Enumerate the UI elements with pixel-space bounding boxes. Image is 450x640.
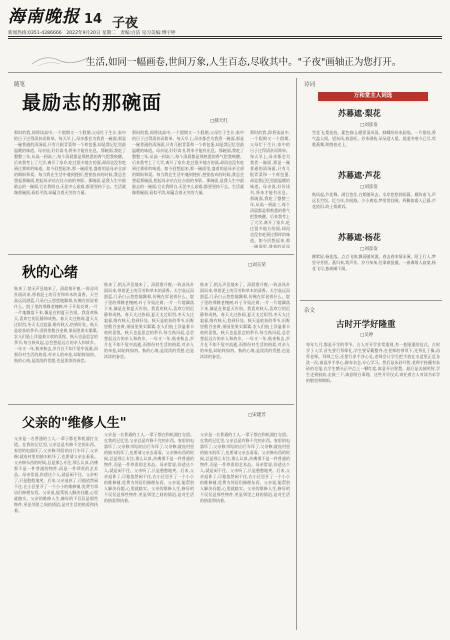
section-rule-1 [8,254,294,255]
essay3-label: 杂文 [304,308,316,314]
essay1-title: 秋的心绪 [22,265,78,281]
section-title: 子夜 [112,16,139,31]
poem-title-2: 苏幕遮·芦花 [338,170,381,180]
poem-title-3: 苏幕遮·杨花 [338,232,381,242]
main-article-author: □郝天红 [210,119,228,124]
banner-decoration [30,50,90,70]
main-article-body-col3: 那时的我,即将读高中,一个假期又一个假期,父母忙于生计,家中的日子过得清贫而简单。每天早上,母亲都会为我煮一碗面,那是一碗普通的清汤面,只有几根青菜和一个荷包蛋,却是我记忆里最温暖的味道。母亲说,好好读书,将来才能有出息。那碗面,我吃了整整三年,从高一到高三,每个清晨都是那熟悉的香气把我唤醒。后来我考上了大学,离开了家乡,吃过很多地方的面,却再也没有吃到过那样的味道。如今回想起来,那一碗面里,盛着的是母 [250,130,290,248]
essay2-title: 父亲的"维修人生" [22,416,127,431]
essay1-body-col2: 秋来了,悄无声息地来了。清晨推开窗,一阵凉风扑面而来,带着泥土的芬芳和草木的清香。天空高远而湛蓝,几朵白云悠悠地飘着,仿佛在诉说着什么。院子里的那棵老槐树,叶子开始泛黄,一片一片地飘落下来,像是在和夏天告别。我喜欢秋天,喜欢它的沉静和成熟。春天太过热闹,夏天太过炽烈,冬天太过寂寥,唯有秋天,恰到好处。秋天是收获的季节,田野里稻谷金黄,果园里果实累累,农人们脸上洋溢着丰收的喜悦。秋天也是思念的季节,每当秋风起,总会想起远方的亲人和故乡。一年又一年,秋来秋去,岁月在不知不觉中流逝,而那份对生活的热爱,对亲人的牵挂,却始终如初。秋的心绪,是淡淡的忧愁,也是浓浓的眷恋。 [104,282,194,359]
poem-title-1: 苏幕遮·梨花 [338,108,381,118]
poem-author-1: □刘彦发 [360,123,378,128]
poem-body-2: 秋风起,芦花舞。满目苍茫,白絮随风去。水岸悠悠斜阳暮。雁阵南飞,声远长空误。忆当年,乡间路。少小离家,梦里常回顾。两鬓如霜人已暮,芦花依旧,故土情难诉。 [312,192,436,209]
sidebar-rule [300,300,442,301]
essay3-author: □吴婷 [360,333,374,338]
poem-body-3: 柳絮轻,杨花落。点点飞绵,飘荡随风漠。春去春来情未薄。陌上行人,梦里寻芳错。燕归来,莺声作。岁月匆匆,往事难捉摸。一曲离歌人寂寞,杨花飞尽,独倚阑干阁。 [312,254,436,271]
header-rule [8,36,442,37]
essay1-body-col1: 秋来了,悄无声息地来了。清晨推开窗,一阵凉风扑面而来,带着泥土的芬芳和草木的清香。天空高远而湛蓝,几朵白云悠悠地飘着,仿佛在诉说着什么。院子里的那棵老槐树,叶子开始泛黄,一片一片地飘落下来,像是在和夏天告别。我喜欢秋天,喜欢它的沉静和成熟。春天太过热闹,夏天太过炽烈,冬天太过寂寥,唯有秋天,恰到好处。秋天是收获的季节,田野里稻谷金黄,果园里果实累累,农人们脸上洋溢着丰收的喜悦。秋天也是思念的季节,每当秋风起,总会想起远方的亲人和故乡。一年又一年,秋来秋去,岁月在不知不觉中流逝,而那份对生活的热爱,对亲人的牵挂,却始终如初。秋的心绪,是淡淡的忧愁,也是浓浓的眷恋。 [14,286,98,363]
poem-author-2: □刘彦发 [360,185,378,190]
header-info-line: 新闻热线:0351-4286666 2022年9月20日 星期二 责编:白洁 见习美编:傅宇婷 [8,31,176,36]
essay1-author: □刘玉荣 [248,263,266,268]
essay2-body-col1: 父亲是一名普通的工人,一辈子都在和机器打交道。在我的记忆里,父亲总是有修不完的东西。家里的电器坏了,父亲修;邻居的自行车坏了,父亲修;就连村里的抽水机坏了,也要请父亲去看看。父亲修东西的时候,总是那么专注,那么认真,仿佛那不是一件普通的物件,而是一件珍贵的艺术品。母亲常说,你爸这个人,就是闲不住。父亲听了,只是憨憨地笑。后来,父亲退休了,可他依然闲不住,在小区里开了一个小小的维修铺,免费为邻居们修理东西。父亲说,能帮别人解决问题,心里就踏实。父亲的维修人生,修好的不仅仅是那些物件,更是邻里之间的情谊,是对生活的热爱和执着。 [14,436,98,513]
essay2-author: □宋建芳 [248,413,266,418]
section-rule-2 [8,404,294,405]
essay2-body-col3: 父亲是一名普通的工人,一辈子都在和机器打交道。在我的记忆里,父亲总是有修不完的东西。家里的电器坏了,父亲修;邻居的自行车坏了,父亲修;就连村里的抽水机坏了,也要请父亲去看看。父亲修东西的时候,总是那么专注,那么认真,仿佛那不是一件普通的物件,而是一件珍贵的艺术品。母亲常说,你爸这个人,就是闲不住。父亲听了,只是憨憨地笑。后来,父亲退休了,可他依然闲不住,在小区里开了一个小小的维修铺,免费为邻居们修理东西。父亲说,能帮别人解决问题,心里就踏实。父亲的维修人生,修好的不仅仅是那些物件,更是邻里之间的情谊,是对生活的热爱和执着。 [200,432,290,503]
poem-body-1: 雪花飞,梨花放。素色春山,暖景清风荡。蜂蝶纷纷来此唱。一片银装,香气盈人间。望东风,春意旺。芳华满枝,朵朵迎人望。莫道冬寒今已尽,莺歌燕舞,和煦春光上。 [312,130,436,147]
sidebar-band: 万和堂主人词选 [318,92,428,101]
newspaper-logo: 海南晚报 [8,7,80,27]
banner-rule [8,72,442,73]
banner-slogan: 生活,如同一幅画卷,世间万象,人生百态,尽收其中。"子夜"画轴正为您打开。 [86,57,402,68]
main-article-kicker: 随笔 [14,82,26,88]
essay3-body: 每年九月,都是开学的季节。古人对开学非常重视,有一套隆重的仪式。古时学子入学,首先要行拜师礼,学生要穿戴整齐,在老师的带领下,先拜孔子像,再拜老师。拜师之后,还要行净手净心礼,老师会让学生把手放在水盆里正反各洗一次,寓意净手净心,摒弃杂念,专心学习。然后是朱砂开智,老师手持蘸有朱砂的毛笔,在学生额头正中点上一颗红痣,寓意开启智慧。最后是击鼓明智,学生走到鼓前,击鼓三下,寓意明白事理。这些开学仪式,寄托着古人对读书求学的敬畏和期盼。 [306,342,440,383]
sidebar-divider [296,78,297,630]
main-article-body-col2: 那时的我,即将读高中,一个假期又一个假期,父母忙于生计,家中的日子过得清贫而简单。每天早上,母亲都会为我煮一碗面,那是一碗普通的清汤面,只有几根青菜和一个荷包蛋,却是我记忆里最温暖的味道。母亲说,好好读书,将来才能有出息。那碗面,我吃了整整三年,从高一到高三,每个清晨都是那熟悉的香气把我唤醒。后来我考上了大学,离开了家乡,吃过很多地方的面,却再也没有吃到过那样的味道。如今回想起来,那一碗面里,盛着的是母亲全部的期盼和爱。每当我在生活中遇到挫折,想要放弃的时候,我总会想起那碗面,想起母亲站在灶台前的身影。那碗面,是我人生中最励志的一碗面,它让我明白,无论多么艰难,都要坚持下去。生活就像那碗面,看似平淡,却蕴含着无穷的力量。 [132,130,244,195]
essay2-body-col2: 父亲是一名普通的工人,一辈子都在和机器打交道。在我的记忆里,父亲总是有修不完的东西。家里的电器坏了,父亲修;邻居的自行车坏了,父亲修;就连村里的抽水机坏了,也要请父亲去看看。父亲修东西的时候,总是那么专注,那么认真,仿佛那不是一件普通的物件,而是一件珍贵的艺术品。母亲常说,你爸这个人,就是闲不住。父亲听了,只是憨憨地笑。后来,父亲退休了,可他依然闲不住,在小区里开了一个小小的维修铺,免费为邻居们修理东西。父亲说,能帮别人解决问题,心里就踏实。父亲的维修人生,修好的不仅仅是那些物件,更是邻里之间的情谊,是对生活的热爱和执着。 [104,432,194,503]
main-article-title: 最励志的那碗面 [22,92,163,114]
poem-author-3: □刘彦发 [360,247,378,252]
header-rule-thin [8,38,442,39]
sidebar-label: 诗词 [304,82,316,88]
main-article-body-col1: 那时的我,即将读高中,一个假期又一个假期,父母忙于生计,家中的日子过得清贫而简单。每天早上,母亲都会为我煮一碗面,那是一碗普通的清汤面,只有几根青菜和一个荷包蛋,却是我记忆里最温暖的味道。母亲说,好好读书,将来才能有出息。那碗面,我吃了整整三年,从高一到高三,每个清晨都是那熟悉的香气把我唤醒。后来我考上了大学,离开了家乡,吃过很多地方的面,却再也没有吃到过那样的味道。如今回想起来,那一碗面里,盛着的是母亲全部的期盼和爱。每当我在生活中遇到挫折,想要放弃的时候,我总会想起那碗面,想起母亲站在灶台前的身影。那碗面,是我人生中最励志的一碗面,它让我明白,无论多么艰难,都要坚持下去。生活就像那碗面,看似平淡,却蕴含着无穷的力量。 [14,130,126,195]
essay3-title: 古时开学好隆重 [336,320,396,330]
page-number: 14 [84,12,103,27]
essay1-body-col3: 秋来了,悄无声息地来了。清晨推开窗,一阵凉风扑面而来,带着泥土的芬芳和草木的清香。天空高远而湛蓝,几朵白云悠悠地飘着,仿佛在诉说着什么。院子里的那棵老槐树,叶子开始泛黄,一片一片地飘落下来,像是在和夏天告别。我喜欢秋天,喜欢它的沉静和成熟。春天太过热闹,夏天太过炽烈,冬天太过寂寥,唯有秋天,恰到好处。秋天是收获的季节,田野里稻谷金黄,果园里果实累累,农人们脸上洋溢着丰收的喜悦。秋天也是思念的季节,每当秋风起,总会想起远方的亲人和故乡。一年又一年,秋来秋去,岁月在不知不觉中流逝,而那份对生活的热爱,对亲人的牵挂,却始终如初。秋的心绪,是淡淡的忧愁,也是浓浓的眷恋。 [200,282,290,359]
